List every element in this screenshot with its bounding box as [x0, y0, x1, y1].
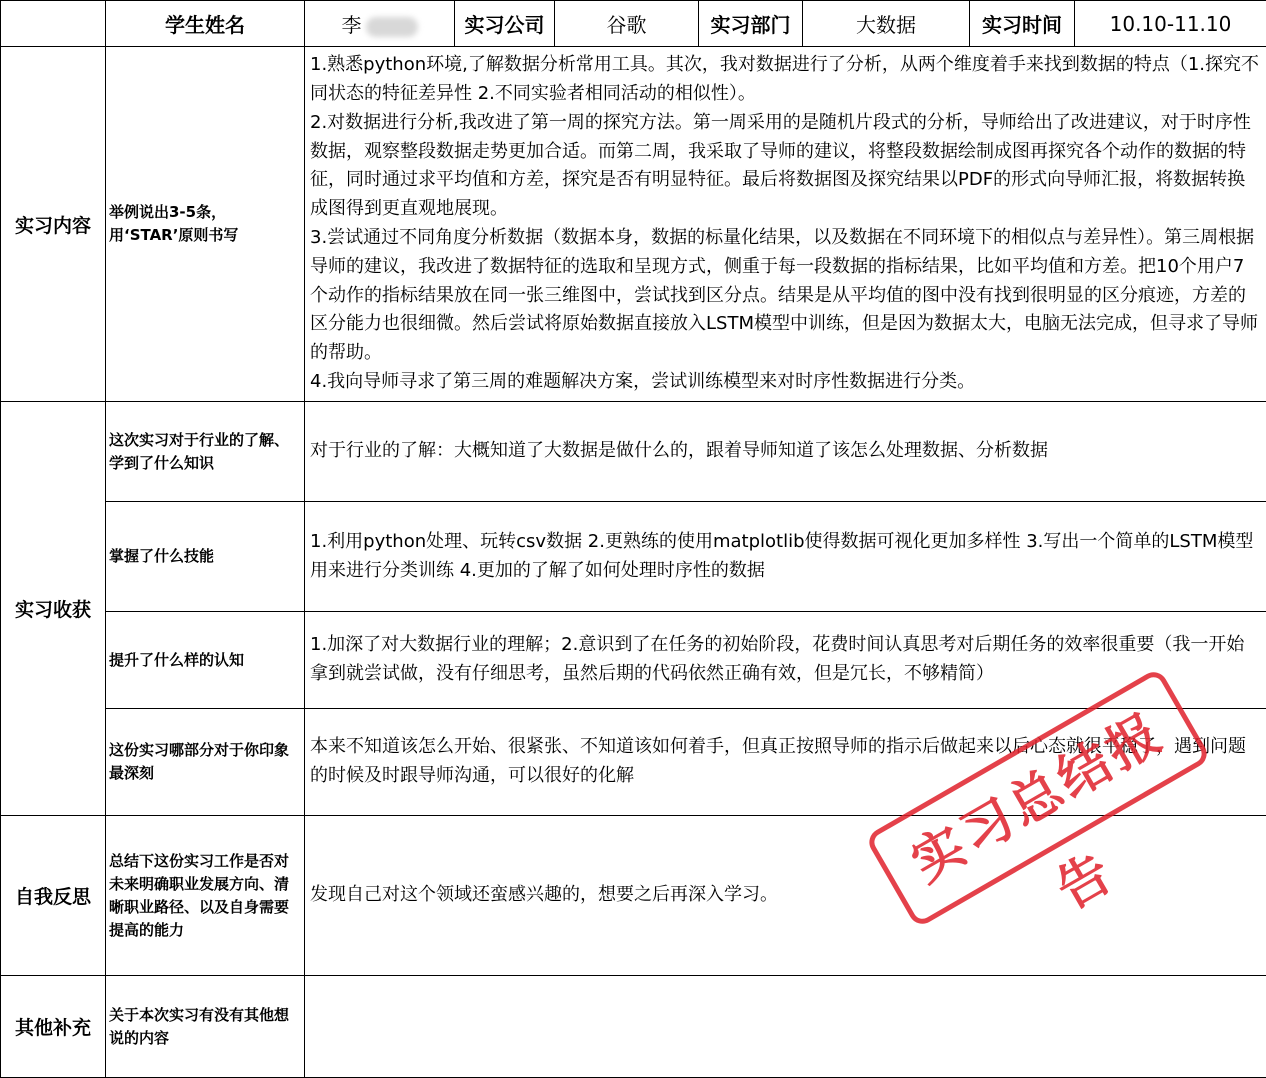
redacted-name-blur — [366, 17, 418, 37]
header-corner-cell — [1, 1, 106, 47]
content-section-prompt: 举例说出3-5条，用‘STAR’原则书写 — [106, 47, 305, 402]
department-value: 大数据 — [803, 1, 970, 47]
other-prompt: 关于本次实习有没有其他想说的内容 — [106, 976, 305, 1078]
reflection-section-label: 自我反思 — [1, 816, 106, 976]
report-stamp-text: 实习总结报告 — [901, 701, 1174, 921]
reflection-prompt: 总结下这份实习工作是否对未来明确职业发展方向、清晰职业路径、以及自身需要提高的能力 — [106, 816, 305, 976]
gain-prompt-industry: 这次实习对于行业的了解、学到了什么知识 — [106, 402, 305, 502]
content-paragraph: 4.我向导师寻求了第三周的难题解决方案，尝试训练模型来对时序性数据进行分类。 — [310, 368, 1261, 397]
company-value: 谷歌 — [555, 1, 699, 47]
content-section-body — [305, 47, 1266, 402]
reflection-answer: 发现自己对这个领域还蛮感兴趣的，想要之后再深入学习。 — [305, 816, 1266, 976]
student-name-value — [305, 1, 455, 47]
department-label: 实习部门 — [699, 1, 803, 47]
other-section-label: 其他补充 — [1, 976, 106, 1078]
gain-prompt-cognition: 提升了什么样的认知 — [106, 612, 305, 709]
time-value: 10.10-11.10 — [1075, 1, 1266, 47]
content-paragraph: 3.尝试通过不同角度分析数据（数据本身，数据的标量化结果，以及数据在不同环境下的相似点与差异性）。第三周根据导师的建议，我改进了数据特征的选取和呈现方式，侧重于每一段数据的指标结果，比如平均值和方差。把10个用户7个动作的指标结果放在同一张三维图中，尝试找到区分点。结果是从平均值的图中没有找到很明显的区分痕迹，方差的区分能力也很细微。然后尝试将原始数据直接放入LSTM模型中训练，但是因为数据太大，电脑无法完成，但寻求了导师的帮助。 — [310, 224, 1261, 368]
gain-answer-cognition: 1.加深了对大数据行业的理解；2.意识到了在任务的初始阶段，花费时间认真思考对后期任务的效率很重要（我一开始拿到就尝试做，没有仔细思考，虽然后期的代码依然正确有效，但是冗长，不够精简） — [305, 612, 1266, 709]
content-paragraph: 2.对数据进行分析,我改进了第一周的探究方法。第一周采用的是随机片段式的分析，导师给出了改进建议，对于时序性数据，观察整段数据走势更加合适。而第二周，我采取了导师的建议，将整段数据绘制成图再探究各个动作的数据的特征，同时通过求平均值和方差，探究是否有明显特征。最后将数据图及探究结果以PDF的形式向导师汇报，将数据转换成图得到更直观地展现。 — [310, 109, 1261, 224]
content-section-label: 实习内容 — [1, 47, 106, 402]
student-name-text: 李 — [342, 13, 362, 37]
other-answer — [305, 976, 1266, 1078]
gain-answer-industry: 对于行业的了解：大概知道了大数据是做什么的，跟着导师知道了该怎么处理数据、分析数据 — [305, 402, 1266, 502]
gain-answer-impression: 本来不知道该怎么开始、很紧张、不知道该如何着手，但真正按照导师的指示后做起来以后心态就很平稳了，遇到问题的时候及时跟导师沟通，可以很好的化解 — [305, 709, 1266, 816]
gain-answer-skills: 1.利用python处理、玩转csv数据 2.更熟练的使用matplotlib使得数据可视化更加多样性 3.写出一个简单的LSTM模型用来进行分类训练 4.更加的了解了如何处理时序性的数据 — [305, 502, 1266, 612]
time-label: 实习时间 — [970, 1, 1075, 47]
gain-prompt-skills: 掌握了什么技能 — [106, 502, 305, 612]
gain-section-label: 实习收获 — [1, 402, 106, 816]
company-label: 实习公司 — [455, 1, 555, 47]
student-name-label: 学生姓名 — [106, 1, 305, 47]
gain-prompt-impression: 这份实习哪部分对于你印象最深刻 — [106, 709, 305, 816]
content-paragraph: 1.熟悉python环境,了解数据分析常用工具。其次，我对数据进行了分析，从两个维度着手来找到数据的特点（1.探究不同状态的特征差异性 2.不同实验者相同活动的相似性）。 — [310, 51, 1261, 109]
